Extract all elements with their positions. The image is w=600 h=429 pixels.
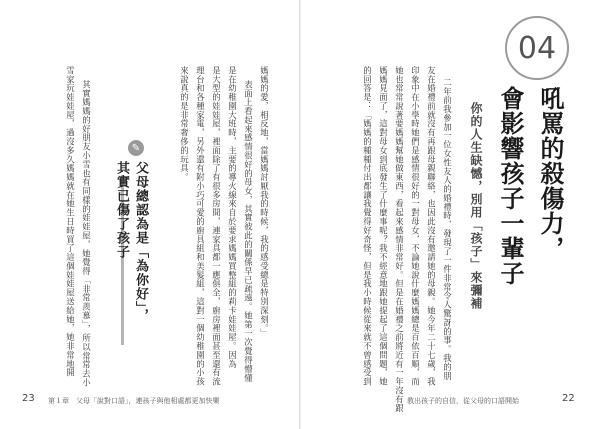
body-text-column: 媽媽的愛，相反地，當媽媽討厭我的時候，我的感受總是特別深刻。」 (259, 66, 270, 338)
body-text-column: 表面上看起來感情很好的母女，其實彼此的關係早已疏遠。她第一次覺得懵懂 (243, 80, 254, 383)
body-text-column: 其實媽媽的好朋友小雪也有同樣的娃娃屋，她覺得「非常羨慕」，所以常常去小 (81, 80, 92, 387)
body-text-column: 媽媽見面了，這對母女到底發生了什麼事呢？我不經意地跟她提起了這個問題，她 (378, 66, 389, 387)
body-text-column: 二年前我參加一位女性友人的婚禮時，發現了一件非常令人驚訝的事。我的朋 (442, 78, 453, 381)
left-page-number: 23 (22, 393, 35, 404)
body-text-column: 雪家玩娃娃屋，過沒多久媽媽就在她生日時買了這個娃娃屋送給她，她非常地開 (65, 66, 76, 378)
callout-heading-line-1: 父母總認為是「為你好」， (133, 161, 148, 323)
body-text-column: 友在婚禮前就沒有再跟母親聯絡，也因此沒有邀請她的母親。她今年二十七歲，我 (426, 66, 437, 387)
right-footer-text: 教出孩子的自信，從父母的口語開始 (407, 397, 519, 405)
chapter-number-badge (505, 16, 569, 80)
callout-bullet-icon: ✎ (128, 140, 144, 156)
chapter-title-line-2: 會影響孩子一輩子 (496, 86, 524, 286)
left-footer-text: 第１章 父母「說對口語」，連孩子與他相處都更加快樂 (48, 397, 220, 405)
chapter-number: 04 (517, 30, 557, 66)
body-text-column: 來說真的是非常奢侈的玩具。 (179, 66, 190, 182)
body-text-column: 她也常常說著要媽媽幫她做東西，看起來感情非常好。但是在婚禮之前將近有一年沒有跟 (394, 66, 405, 413)
body-text-column: 的回答是：「媽媽的種種付出都讓我覺得好奇怪，但是我小時候從來就不曾感受到 (362, 66, 373, 387)
callout-heading-line-2: 其實已傷了孩子 (114, 161, 129, 259)
body-text-column: 是大型的娃娃屋，裡面除了有很多房間，連家具都一應俱全，廚房裡面甚至還有流 (211, 66, 222, 387)
chapter-subtitle: 你的人生缺憾，別用「孩子」來彌補 (469, 102, 483, 310)
right-page-number: 22 (562, 393, 575, 404)
body-text-column: 是在幼稚園大班時，主要的導火線來自於要求媽媽買整組的莉卡娃娃屋。因為 (227, 66, 238, 369)
body-text-column: 理台和各種家電，另外還有附小巧可愛的廚具組和美髮組，這對一個幼稚園的小孩 (195, 66, 206, 387)
chapter-title-line-1: 吼罵的殺傷力， (536, 86, 564, 261)
body-text-column: 印象中在小學時她們是感情很好的一對母女，不論她說什麼媽媽總是百依百順，而 (410, 66, 421, 387)
